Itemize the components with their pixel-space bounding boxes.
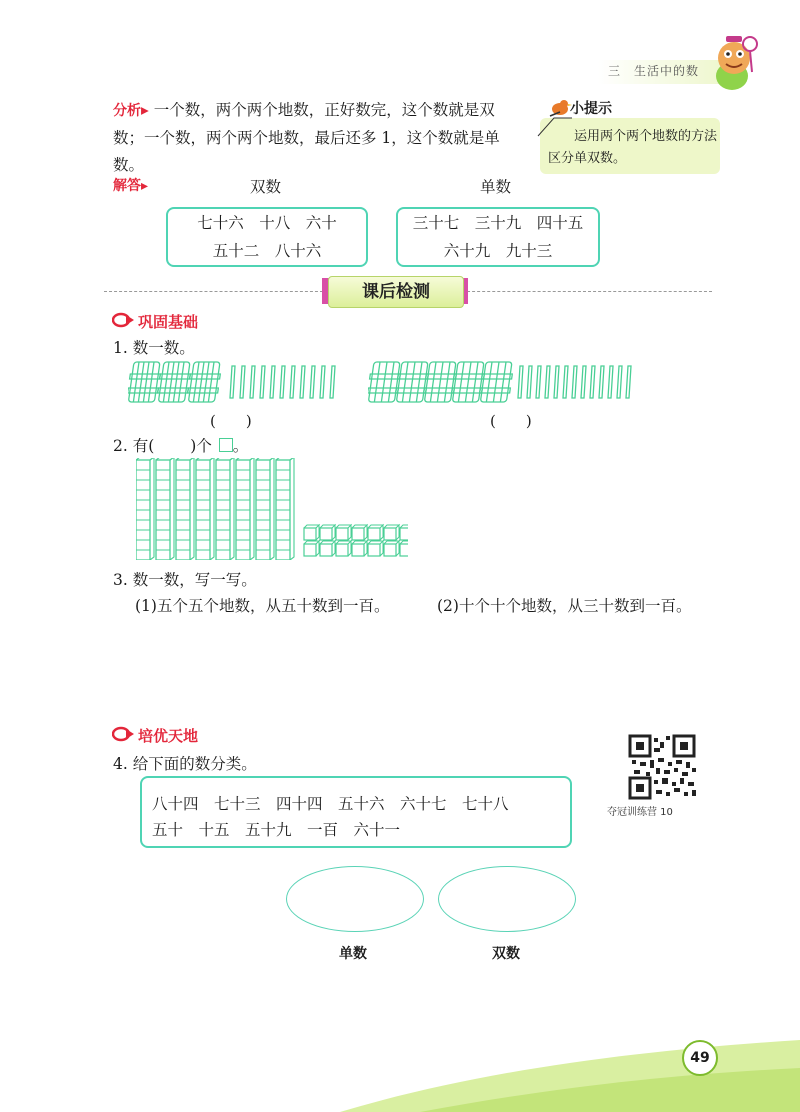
footer-wave — [0, 1010, 800, 1112]
arrow-right-icon: ▸ — [141, 100, 149, 119]
section-bullet-icon — [112, 726, 134, 742]
even-line-2: 五十二 八十六 — [212, 242, 322, 260]
section-title-advanced: 培优天地 — [138, 727, 199, 745]
question-2-text-a: 2. 有( — [113, 437, 155, 455]
answer-blank-right[interactable]: ( ) — [490, 412, 532, 430]
even-column-head: 双数 — [250, 178, 282, 196]
even-oval-label: 双数 — [492, 946, 520, 962]
question-3-part-1: (1)五个五个地数，从五十数到一百。 — [135, 597, 390, 615]
bird-icon — [548, 96, 572, 118]
even-line-1: 七十六 十八 六十 — [197, 214, 337, 232]
divider-left — [104, 291, 328, 292]
question-3: 3. 数一数，写一写。 — [113, 571, 257, 589]
divider-right — [462, 291, 712, 292]
odd-line-1: 三十七 三十九 四十五 — [412, 214, 584, 232]
unit-cube-icon — [219, 438, 233, 452]
odd-answer-oval[interactable] — [286, 866, 424, 932]
even-answer-box — [166, 207, 368, 267]
qr-caption: 夺冠训练营 10 — [607, 807, 673, 818]
odd-column-head: 单数 — [480, 178, 512, 196]
sticks-group-right — [368, 358, 638, 406]
odd-oval-label: 单数 — [339, 946, 367, 962]
arrow-right-icon: ▸ — [141, 178, 149, 194]
page-number: 49 — [682, 1040, 718, 1076]
answer-blank-left[interactable]: ( ) — [210, 412, 252, 430]
answer-label — [113, 175, 148, 195]
odd-line-2: 六十九 九十三 — [443, 242, 553, 260]
period-mark: 。 — [232, 437, 249, 455]
mascot-icon — [712, 32, 760, 96]
section-bullet-icon — [112, 312, 134, 328]
analysis-text: 一个数，两个两个地数，正好数完，这个数就是双数；一个数，两个两个地数，最后还多 1，这个数就是单数。 — [113, 101, 500, 174]
even-answer-oval[interactable] — [438, 866, 576, 932]
question-2 — [113, 434, 248, 456]
answer-label-text: 解答 — [113, 178, 141, 194]
question-2-text-b: )个 — [190, 437, 212, 455]
qr-code-icon — [608, 734, 698, 800]
number-row-1: 八十四 七十三 四十四 五十六 六十七 七十八 — [152, 795, 509, 813]
chapter-title: 三 生活中的数 — [608, 64, 700, 78]
number-row-2: 五十 十五 五十九 一百 六十一 — [152, 821, 401, 839]
question-3-part-2: (2)十个十个地数，从三十数到一百。 — [437, 597, 692, 615]
question-1: 1. 数一数。 — [113, 339, 195, 357]
section-banner: 课后检测 — [328, 276, 464, 308]
question-4: 4. 给下面的数分类。 — [113, 755, 257, 773]
section-title-basics: 巩固基础 — [138, 313, 199, 331]
odd-answer-box — [396, 207, 600, 267]
cube-columns — [136, 458, 408, 560]
tip-text: 运用两个两个地数的方法区分单双数。 — [548, 129, 718, 166]
analysis-paragraph — [113, 96, 518, 179]
analysis-label: 分析 — [113, 103, 141, 119]
sticks-group-left — [128, 358, 338, 406]
tip-title: 小提示 — [570, 101, 612, 117]
